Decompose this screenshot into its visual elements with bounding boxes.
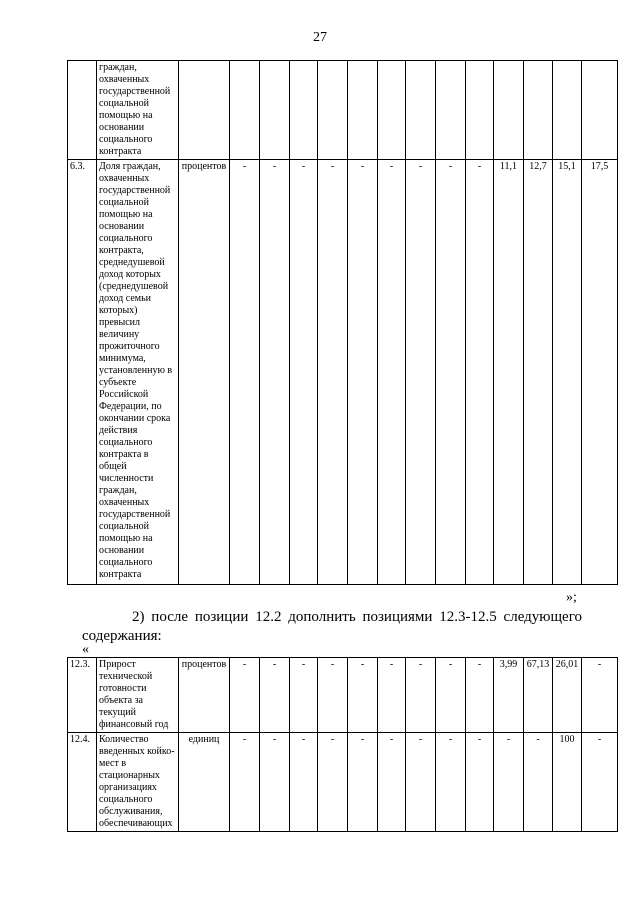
amendment-text: 2) после позиции 12.2 дополнить позициями 12.3-12.5 следующего bbox=[132, 609, 582, 625]
row-number: 12.3. bbox=[68, 658, 97, 733]
value-cell: - bbox=[582, 658, 618, 733]
value-cell: - bbox=[466, 658, 494, 733]
value-cell: - bbox=[466, 160, 494, 585]
indicator-name: Прирост технической готовности объекта за текущий финансовый год bbox=[97, 658, 179, 733]
value-cell: - bbox=[348, 160, 378, 585]
indicators-table-continued bbox=[67, 60, 618, 585]
value-cell: - bbox=[524, 733, 553, 832]
value-cell bbox=[230, 61, 260, 160]
value-cell bbox=[406, 61, 436, 160]
value-cell bbox=[582, 61, 618, 160]
value-cell bbox=[466, 61, 494, 160]
value-cell bbox=[553, 61, 582, 160]
value-cell: - bbox=[318, 733, 348, 832]
value-cell: - bbox=[230, 658, 260, 733]
table-row bbox=[68, 733, 618, 832]
amendment-text-continued: содержания: bbox=[82, 628, 162, 644]
value-cell: - bbox=[436, 658, 466, 733]
row-number: 6.3. bbox=[68, 160, 97, 585]
value-cell: - bbox=[260, 658, 290, 733]
value-cell bbox=[290, 61, 318, 160]
value-cell bbox=[524, 61, 553, 160]
value-cell: - bbox=[290, 160, 318, 585]
row-number: 12.4. bbox=[68, 733, 97, 832]
unit-cell: процентов bbox=[179, 658, 230, 733]
value-cell: - bbox=[290, 733, 318, 832]
value-cell: - bbox=[406, 160, 436, 585]
value-cell: - bbox=[230, 160, 260, 585]
value-cell: - bbox=[378, 733, 406, 832]
value-cell: - bbox=[436, 160, 466, 585]
value-cell: - bbox=[260, 733, 290, 832]
value-cell: - bbox=[318, 658, 348, 733]
value-cell: - bbox=[230, 733, 260, 832]
value-cell: - bbox=[318, 160, 348, 585]
indicator-name: Количество введенных койко-мест в стационарных организациях социального обслуживания, обеспечивающих bbox=[97, 733, 179, 832]
value-cell bbox=[436, 61, 466, 160]
new-positions-table bbox=[67, 657, 618, 832]
indicator-name: Доля граждан, охваченных государственной социальной помощью на основании социального контракта, среднедушевой доход которых (среднедушевой доход семьи которых) превысил величину прожиточного минимума, установленную в субъекте Российской Федерации, по окончании срока действия социального контракта в общей численности граждан, охваченных государственной социальной помощью на основании социального контракта bbox=[97, 160, 179, 585]
value-cell: 12,7 bbox=[524, 160, 553, 585]
table-row bbox=[68, 61, 618, 160]
amendment-paragraph bbox=[82, 608, 582, 646]
value-cell: - bbox=[436, 733, 466, 832]
value-cell: - bbox=[348, 658, 378, 733]
closing-quote: »; bbox=[566, 590, 577, 605]
value-cell: - bbox=[582, 733, 618, 832]
value-cell bbox=[318, 61, 348, 160]
value-cell bbox=[260, 61, 290, 160]
unit-cell bbox=[179, 61, 230, 160]
opening-quote: « bbox=[82, 642, 89, 657]
value-cell: - bbox=[290, 658, 318, 733]
value-cell: - bbox=[348, 733, 378, 832]
value-cell: - bbox=[378, 160, 406, 585]
value-cell: 26,01 bbox=[553, 658, 582, 733]
table-row bbox=[68, 160, 618, 585]
value-cell: - bbox=[494, 733, 524, 832]
value-cell bbox=[494, 61, 524, 160]
value-cell: - bbox=[466, 733, 494, 832]
value-cell: 100 bbox=[553, 733, 582, 832]
unit-cell: процентов bbox=[179, 160, 230, 585]
value-cell: - bbox=[260, 160, 290, 585]
table-row bbox=[68, 658, 618, 733]
value-cell: 3,99 bbox=[494, 658, 524, 733]
indicator-name: граждан, охваченных государственной социальной помощью на основании социального контракта bbox=[97, 61, 179, 160]
value-cell bbox=[348, 61, 378, 160]
value-cell: - bbox=[406, 658, 436, 733]
page-number: 27 bbox=[313, 30, 327, 45]
value-cell: 11,1 bbox=[494, 160, 524, 585]
unit-cell: единиц bbox=[179, 733, 230, 832]
value-cell: 67,13 bbox=[524, 658, 553, 733]
value-cell: - bbox=[378, 658, 406, 733]
value-cell: 15,1 bbox=[553, 160, 582, 585]
row-number bbox=[68, 61, 97, 160]
value-cell: 17,5 bbox=[582, 160, 618, 585]
value-cell bbox=[378, 61, 406, 160]
value-cell: - bbox=[406, 733, 436, 832]
